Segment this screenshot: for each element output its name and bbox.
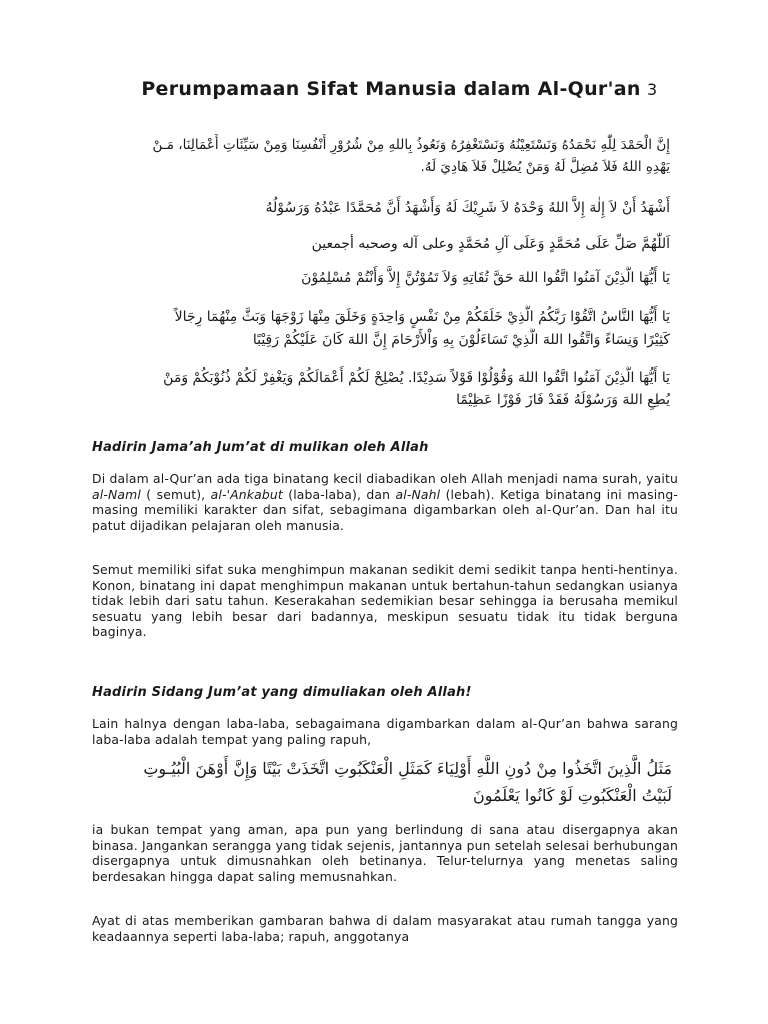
arabic-ayah-3-line-1: يَا أَيُّهَا الَّذِيْنَ آمَنُوا اتَّقُوا اللهَ وَقُوْلُوْا قَوْلاً سَدِيْدًا. يُصْلِحْ لَكُمْ أَعْمَالَكُمْ وَيَغْفِرْ لَكُمْ ذُنُوْبَكُمْ وَمَنْ	[163, 370, 670, 386]
page-title: Perumpamaan Sifat Manusia dalam Al-Qur'an	[141, 78, 641, 100]
arabic-ayah-1: يَا أَيُّهَا الَّذِيْنَ آمَنُوا اتَّقُوا اللهَ حَقَّ تُقَاتِهِ وَلاَ تَمُوْتُنَّ إِلاَّ وَأَنْتُمْ مُسْلِمُوْنَ	[301, 270, 670, 286]
arabic-opening-line-1: إِنَّ الْحَمْدَ لِلّٰهِ نَحْمَدُهُ وَنَسْتَعِيْنُهُ وَنَسْتَغْفِرُهُ وَنَعُوذُ بِاللهِ مِنْ شُرُوْرِ أَنْفُسِنَا وَمِنْ سَيِّئَاتِ أَعْمَالِنَا، مَـنْ	[152, 137, 670, 153]
paragraph-3: Lain halnya dengan laba-laba, sebagaimana digambarkan dalam al-Qur’an bahwa sarang laba-laba adalah tempat yang paling rapuh,	[92, 716, 678, 747]
arabic-opening-line-2: يَهْدِهِ اللهُ فَلاَ مُضِلَّ لَهُ وَمَنْ يُضْلِلْ فَلاَ هَادِيَ لَهُ.	[420, 159, 670, 175]
arabic-shahada: أَشْهَدُ أَنْ لاَ إِلٰهَ إِلاَّ اللهُ وَحْدَهُ لاَ شَرِيْكَ لَهُ وَأَشْهَدُ أَنَّ مُحَمَّدًا عَبْدُهُ وَرَسُوْلُهُ	[265, 200, 670, 216]
section-heading-1: Hadirin Jama’ah Jum’at di mulikan oleh Allah	[92, 440, 429, 455]
paragraph-5: Ayat di atas memberikan gambaran bahwa di dalam masyarakat atau rumah tangga yang keadaannya seperti laba-laba; rapuh, anggotanya	[92, 913, 678, 944]
paragraph-1: Di dalam al-Qur’an ada tiga binatang kecil diabadikan oleh Allah menjadi nama surah, yaitu al-Naml ( semut), al-'Ankabut (laba-laba), dan al-Nahl (lebah). Ketiga binatang ini masing-masing memiliki karakter dan sifat, sebagimana digambarkan oleh al-Qur’an. Dan hal itu patut dijadikan pelajaran oleh manusia.	[92, 471, 678, 533]
surah-name-ankabut: al-'Ankabut	[210, 486, 283, 502]
arabic-salawat: اَللّٰهُمَّ صَلِّ عَلَى مُحَمَّدٍ وَعَلَى آلِ مُحَمَّدٍ وعلى آله وصحبه أجمعين	[311, 236, 670, 252]
paragraph-4: ia bukan tempat yang aman, apa pun yang berlindung di sana atau disergapnya akan binasa. Jangankan serangga yang tidak sejenis, jantannya pun setelah selesai berhubungan disergapnya untuk dimusnahkan oleh betinanya. Telur-telurnya yang menetas saling berdesakan hingga dapat saling memusnahkan.	[92, 822, 678, 884]
arabic-ankabut-line-2: لَبَيْتُ الْعَنْكَبُوتِ لَوْ كَانُوا يَعْلَمُونَ	[473, 786, 672, 805]
surah-name-naml: al-Naml	[92, 486, 141, 502]
arabic-ankabut-line-1: مَثَلُ الَّذِينَ اتَّخَذُوا مِنْ دُونِ اللَّهِ أَوْلِيَاءَ كَمَثَلِ الْعَنْكَبُوتِ اتَّخَذَتْ بَيْتًا وَإِنَّ أَوْهَنَ الْبُيُـوتِ	[143, 759, 672, 778]
paragraph-2: Semut memiliki sifat suka menghimpun makanan sedikit demi sedikit tanpa henti-hentinya. Konon, binatang ini dapat menghimpun makanan untuk bertahun-tahun sedangkan usianya tidak lebih dari satu tahun. Keserakahan sedemikian besar sehingga ia berusaha memikul sesuatu yang lebih besar dari badannya, meskipun sesuatu tidak itu tidak berguna baginya.	[92, 562, 678, 639]
arabic-ayah-2-line-1: يَا أَيُّهَا النَّاسُ اتَّقُوْا رَبَّكُمُ الَّذِيْ خَلَقَكُمْ مِنْ نَفْسٍ وَاحِدَةٍ وَخَلَقَ مِنْهَا زَوْجَهَا وَبَثَّ مِنْهُمَا رِجَالاً	[174, 309, 670, 325]
arabic-ayah-3-line-2: يُطِعِ اللهَ وَرَسُوْلَهُ فَقَدْ فَازَ فَوْزًا عَظِيْمًا	[456, 392, 670, 408]
page-number: 3	[647, 80, 658, 99]
section-heading-2: Hadirin Sidang Jum’at yang dimuliakan oleh Allah!	[92, 685, 472, 700]
surah-name-nahl: al-Nahl	[395, 486, 441, 502]
arabic-ayah-2-line-2: كَثِيْرًا وَنِسَاءً وَاتَّقُوا اللهَ الَّذِيْ تَسَاءَلُوْنَ بِهِ وَاْلأَرْحَامَ إِنَّ اللهَ كَانَ عَلَيْكُمْ رَقِيْبًا	[252, 332, 670, 348]
